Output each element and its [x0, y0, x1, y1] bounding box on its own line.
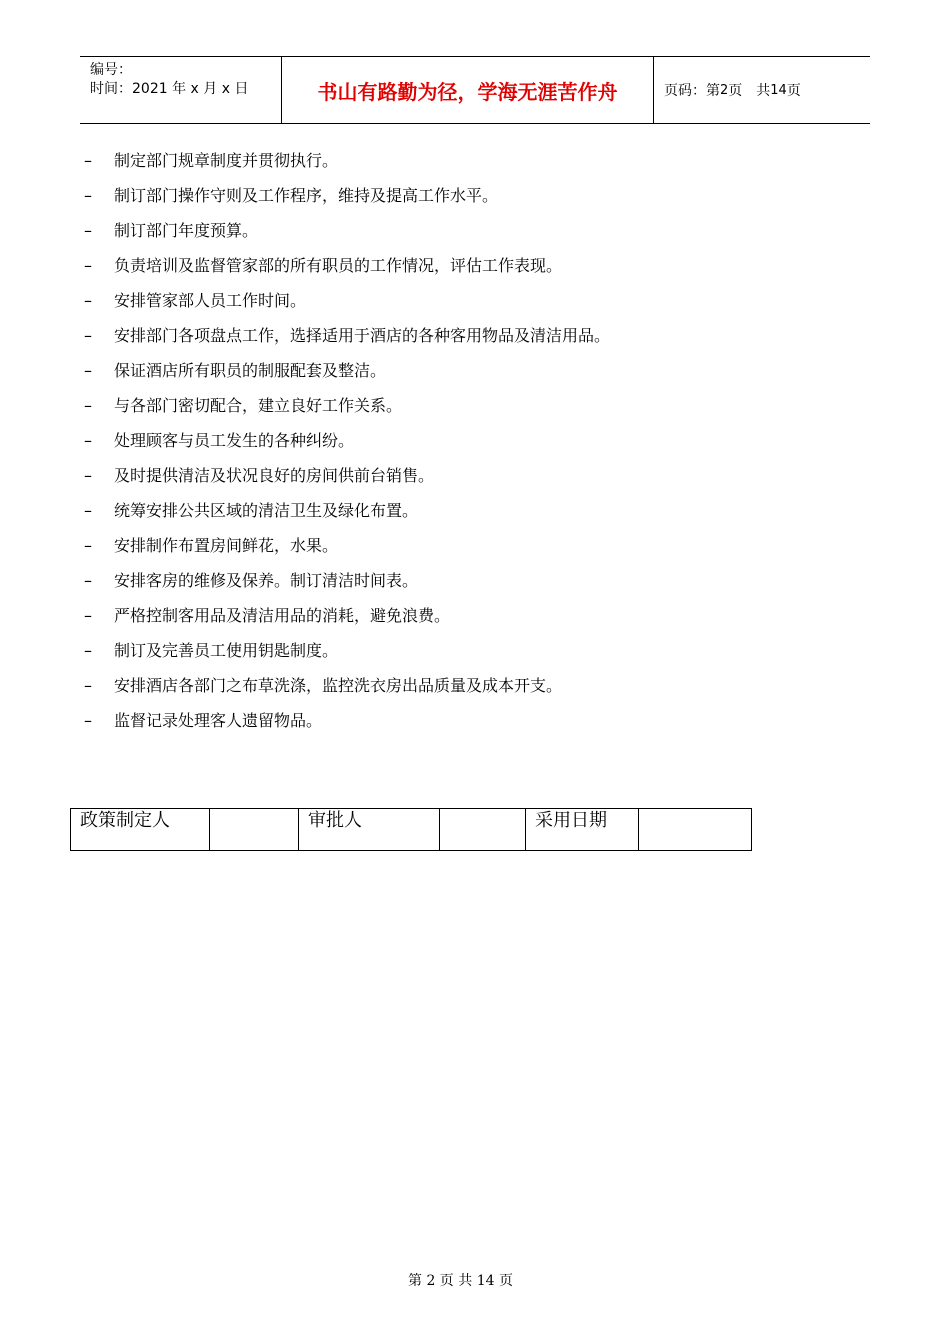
list-item: [84, 458, 610, 493]
page-header: [80, 56, 870, 124]
list-item: [84, 633, 610, 668]
page-label: 页码：第: [664, 83, 720, 99]
list-item: [84, 143, 610, 178]
list-dash: –: [84, 676, 92, 695]
list-item: [84, 528, 610, 563]
approver-value: [440, 809, 526, 851]
list-dash: –: [84, 711, 92, 730]
list-item: [84, 563, 610, 598]
list-dash: –: [84, 221, 92, 240]
list-dash: –: [84, 501, 92, 520]
adopt-date-value: [639, 809, 752, 851]
list-item-text: 安排制作布置房间鲜花，水果。: [114, 536, 339, 555]
list-dash: –: [84, 256, 92, 275]
adopt-date-label: 采用日期: [526, 809, 639, 851]
page-total: 14: [770, 82, 787, 98]
list-item-text: 负责培训及监督管家部的所有职员的工作情况，评估工作表现。: [114, 256, 563, 275]
list-item: [84, 283, 610, 318]
list-dash: –: [84, 326, 92, 345]
list-item: [84, 248, 610, 283]
list-dash: –: [84, 291, 92, 310]
list-dash: –: [84, 186, 92, 205]
list-item-text: 与各部门密切配合，建立良好工作关系。: [114, 396, 403, 415]
list-item: [84, 318, 610, 353]
list-dash: –: [84, 431, 92, 450]
policy-maker-value: [210, 809, 299, 851]
header-page-info: [654, 57, 870, 123]
list-dash: –: [84, 466, 92, 485]
page-current: 2: [720, 82, 729, 98]
list-item-text: 安排部门各项盘点工作，选择适用于酒店的各种客用物品及清洁用品。: [114, 326, 611, 345]
list-dash: –: [84, 361, 92, 380]
list-item: [84, 213, 610, 248]
list-item-text: 制订及完善员工使用钥匙制度。: [114, 641, 339, 660]
list-dash: –: [84, 571, 92, 590]
list-item-text: 统筹安排公共区域的清洁卫生及绿化布置。: [114, 501, 419, 520]
document-date: 时间：2021 年 x 月 x 日: [90, 81, 249, 97]
page-footer: 第 2 页 共 14 页: [408, 1273, 513, 1289]
list-dash: –: [84, 151, 92, 170]
list-dash: –: [84, 641, 92, 660]
table-row: [71, 809, 752, 851]
list-item-text: 制订部门年度预算。: [114, 221, 259, 240]
list-item: [84, 388, 610, 423]
policy-maker-label: 政策制定人: [71, 809, 210, 851]
list-item: [84, 668, 610, 703]
list-item-text: 保证酒店所有职员的制服配套及整洁。: [114, 361, 387, 380]
list-item-text: 监督记录处理客人遗留物品。: [114, 711, 323, 730]
list-item-text: 安排酒店各部门之布草洗涤，监控洗衣房出品质量及成本开支。: [114, 676, 563, 695]
list-item: [84, 178, 610, 213]
list-item-text: 安排客房的维修及保养。制订清洁时间表。: [114, 571, 419, 590]
document-number-label: 编号：: [90, 62, 132, 78]
list-item: [84, 598, 610, 633]
list-dash: –: [84, 606, 92, 625]
approval-table: [70, 808, 752, 851]
list-item: [84, 353, 610, 388]
header-meta: [80, 57, 282, 123]
list-item: [84, 493, 610, 528]
header-motto: 书山有路勤为径，学海无涯苦作舟: [282, 57, 654, 123]
list-item-text: 制定部门规章制度并贯彻执行。: [114, 151, 339, 170]
list-item: [84, 703, 610, 738]
page-total-label: 共: [756, 83, 771, 99]
list-dash: –: [84, 396, 92, 415]
list-item-text: 处理顾客与员工发生的各种纠纷。: [114, 431, 355, 450]
list-item-text: 安排管家部人员工作时间。: [114, 291, 307, 310]
page-unit: 页: [728, 83, 743, 99]
page-total-unit: 页: [786, 83, 801, 99]
approver-label: 审批人: [299, 809, 440, 851]
list-dash: –: [84, 536, 92, 555]
list-item-text: 及时提供清洁及状况良好的房间供前台销售。: [114, 466, 435, 485]
list-item-text: 制订部门操作守则及工作程序，维持及提高工作水平。: [114, 186, 499, 205]
list-item-text: 严格控制客用品及清洁用品的消耗，避免浪费。: [114, 606, 451, 625]
list-item: [84, 423, 610, 458]
duty-list: [84, 143, 610, 738]
